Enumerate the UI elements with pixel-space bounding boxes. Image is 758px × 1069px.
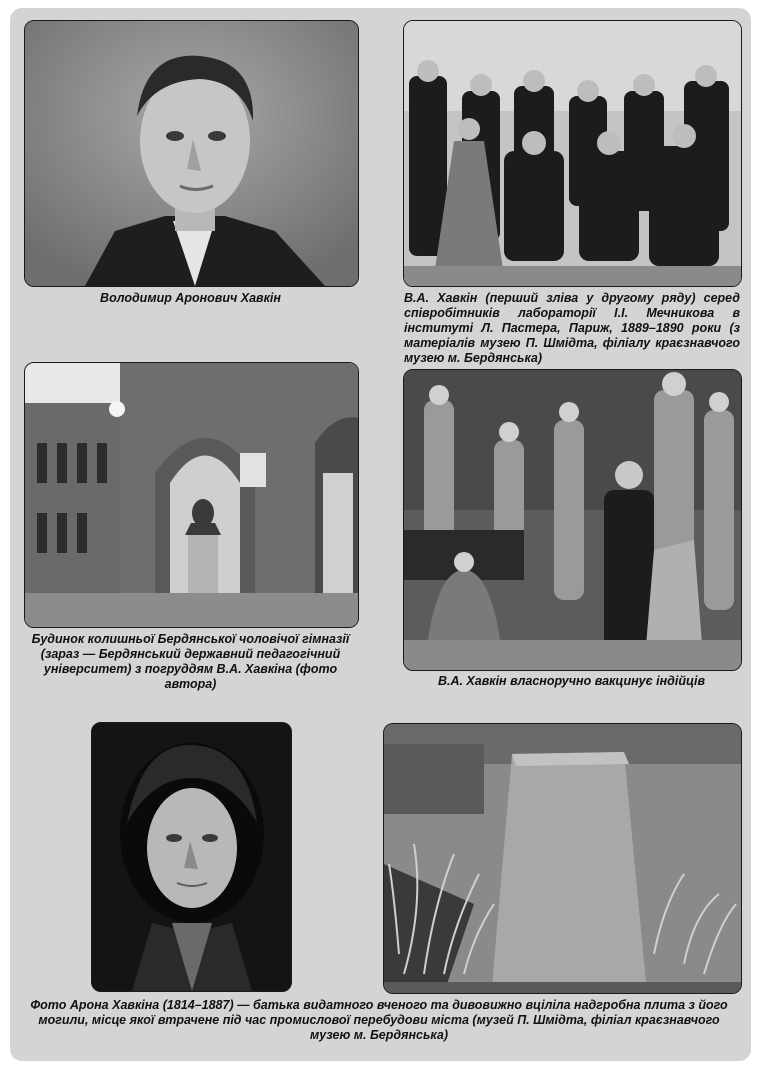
group-photo <box>403 20 742 287</box>
vaccination-caption: В.А. Хавкін власноручно вакцинує індійців <box>437 674 706 688</box>
building-photo <box>24 362 359 628</box>
portrait-caption: Володимир Аронович Хавкін <box>100 291 281 305</box>
portrait-photo <box>24 20 359 287</box>
vaccination-photo <box>403 369 742 671</box>
group-caption: В.А. Хавкін (перший зліва у другому ряду) серед співробітників лабораторії І.І. Мечникова в інституті Л. Пастера, Париж, 1889–1890 роки (з матеріалів музею П. Шмідта, філіалу краєзнавчого музею м. Бердянська) <box>404 291 740 365</box>
aron-portrait-photo <box>91 722 292 992</box>
bottom-caption: Фото Арона Хавкіна (1814–1887) — батька видатного вченого та дивовижно вціліла надгробна плита з його могили, місце якої втрачене під час промислової перебудови міста (музей П. Шмідта, філіал краєзнавчого музею м. Бердянська) <box>30 998 728 1042</box>
building-caption: Будинок колишньої Бердянської чоловічої гімназії (зараз — Бердянський державний педагогічний університет) з погруддям В.А. Хавкіна (фото автора) <box>31 632 350 691</box>
tombstone-photo <box>383 723 742 994</box>
